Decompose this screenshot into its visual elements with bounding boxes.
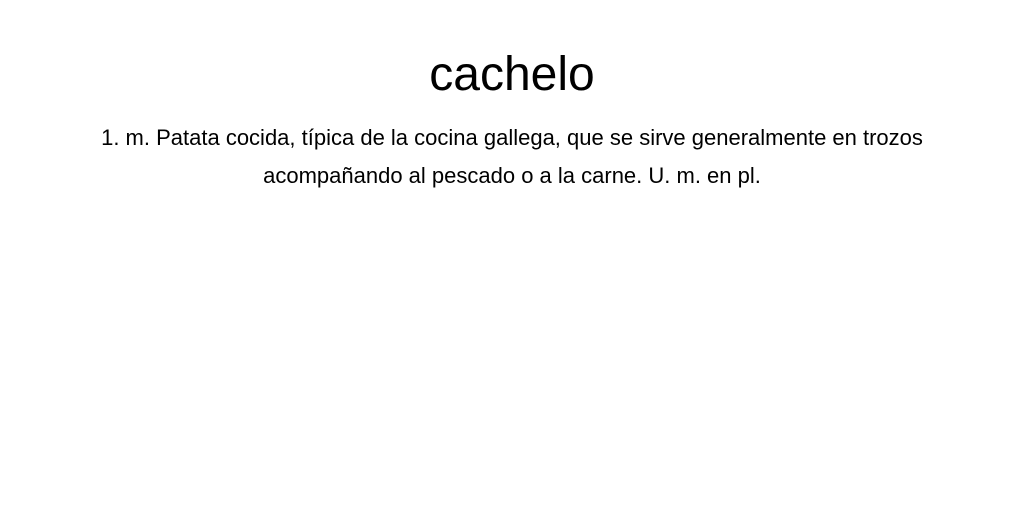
entry-headword: cachelo — [429, 48, 595, 101]
entry-definition: 1. m. Patata cocida, típica de la cocina gallega, que se sirve generalmente en trozos acompañando al pescado o a la carne. U. m. en pl. — [101, 125, 923, 188]
